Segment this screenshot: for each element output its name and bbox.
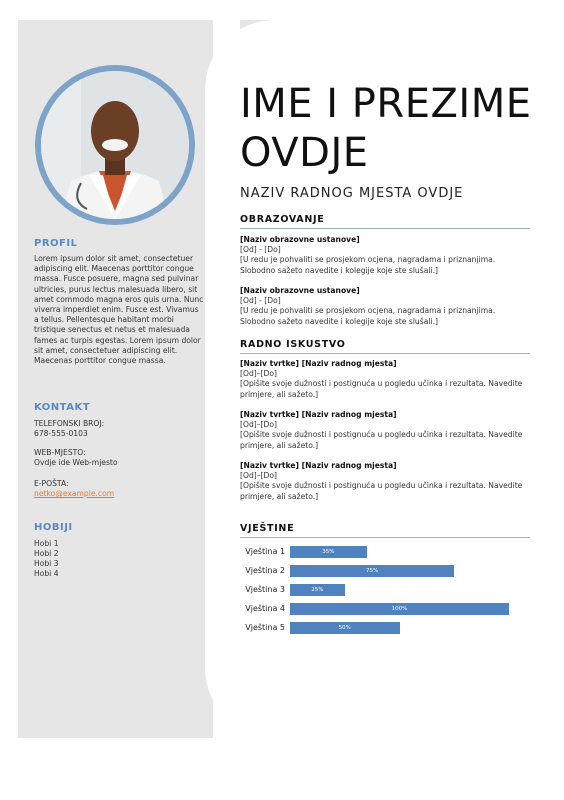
experience-title: [Naziv tvrtke] [Naziv radnog mjesta] (240, 359, 397, 368)
phone-label: TELEFONSKI BROJ: (34, 419, 105, 428)
education-entry (240, 286, 530, 327)
profile-text: Lorem ipsum dolor sit amet, consectetuer adipiscing elit. Maecenas porttitor congue massa. Fusce posuere, magna sed pulvinar ultricies, purus lectus malesuada libero, sit amet commodo magna eros quis urna. Nunc viverra imperdiet enim. Fusce est. Vivamus a tellus. Pellentesque habitant morbi tristique senectus et netus et malesuada fames ac turpis egestas. Lorem ipsum dolor sit amet, consectetuer adipiscing elit. Maecenas porttitor congue massa. (34, 254, 204, 366)
full-name: IME I PREZIME OVDJE (240, 81, 532, 176)
education-dates: [Od] - [Do] (240, 296, 281, 306)
education-title: [Naziv obrazovne ustanove] (240, 286, 360, 295)
web-value: Ovdje ide Web-mjesto (34, 458, 118, 467)
skill-bar: 35% (290, 546, 367, 558)
skills-heading: VJEŠTINE (240, 523, 530, 538)
hobby-item: Hobi 4 (34, 569, 59, 578)
education-entry (240, 235, 530, 276)
skill-bar: 25% (290, 584, 345, 596)
skill-label: Vještina 3 (245, 585, 285, 594)
email-label: E-POŠTA: (34, 479, 69, 488)
profile-photo (41, 71, 189, 219)
contact-heading: KONTAKT (34, 402, 91, 413)
experience-entry (240, 410, 530, 451)
experience-entry (240, 461, 530, 502)
hobby-item: Hobi 2 (34, 549, 59, 558)
experience-dates: [Od]–[Do] (240, 471, 277, 481)
experience-entry (240, 359, 530, 400)
phone-value: 678-555-0103 (34, 429, 88, 438)
education-desc: [U redu je pohvaliti se prosjekom ocjena, nagradama i priznanjima. Slobodno sažeto navedite i kolegije koje ste slušali.] (240, 306, 496, 326)
skill-bar: 75% (290, 565, 454, 577)
experience-dates: [Od]–[Do] (240, 369, 277, 379)
skill-label: Vještina 1 (245, 547, 285, 556)
experience-heading: RADNO ISKUSTVO (240, 339, 530, 354)
experience-desc: [Opišite svoje dužnosti i postignuća u pogledu učinka i rezultata. Navedite primjere, ali sažeto.] (240, 379, 523, 399)
skill-bar: 100% (290, 603, 509, 615)
skill-label: Vještina 4 (245, 604, 285, 613)
web-label: WEB-MJESTO: (34, 448, 86, 457)
experience-desc: [Opišite svoje dužnosti i postignuća u pogledu učinka i rezultata. Navedite primjere, ali sažeto.] (240, 430, 523, 450)
skill-bar: 50% (290, 622, 400, 634)
hobbies-heading: HOBIJI (34, 522, 73, 533)
skill-label: Vještina 5 (245, 623, 285, 632)
email-link[interactable]: netko@example.com (34, 489, 115, 498)
hobby-item: Hobi 1 (34, 539, 59, 548)
education-dates: [Od] - [Do] (240, 245, 281, 255)
experience-desc: [Opišite svoje dužnosti i postignuća u pogledu učinka i rezultata. Navedite primjere, ali sažeto.] (240, 481, 523, 501)
education-desc: [U redu je pohvaliti se prosjekom ocjena, nagradama i priznanjima. Slobodno sažeto navedite i kolegije koje ste slušali.] (240, 255, 496, 275)
education-title: [Naziv obrazovne ustanove] (240, 235, 360, 244)
education-heading: OBRAZOVANJE (240, 214, 530, 229)
experience-title: [Naziv tvrtke] [Naziv radnog mjesta] (240, 461, 397, 470)
experience-title: [Naziv tvrtke] [Naziv radnog mjesta] (240, 410, 397, 419)
experience-dates: [Od]–[Do] (240, 420, 277, 430)
skill-label: Vještina 2 (245, 566, 285, 575)
profile-heading: PROFIL (34, 238, 78, 249)
hobby-item: Hobi 3 (34, 559, 59, 568)
job-title: NAZIV RADNOG MJESTA OVDJE (240, 186, 464, 201)
